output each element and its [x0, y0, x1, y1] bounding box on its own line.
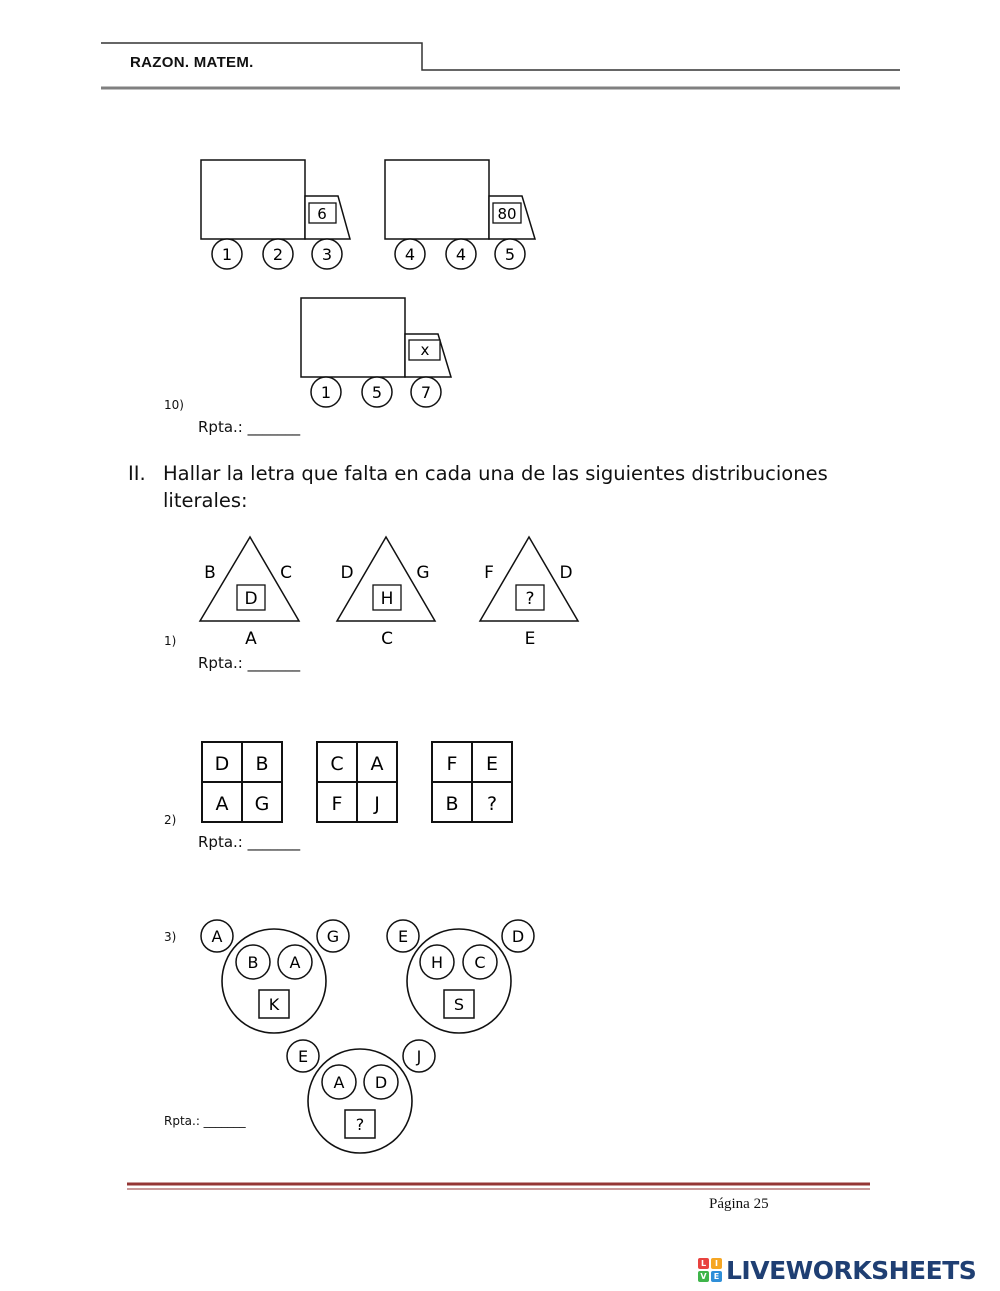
grid-1-cell-2: B: [255, 753, 269, 775]
grid-1: [202, 742, 282, 822]
liveworksheets-brand-text: LIVEWORKSHEETS: [726, 1255, 977, 1285]
problem-3-number: 3): [164, 930, 177, 944]
section-2-instructions: [128, 460, 868, 514]
truck-1-wheel-3: 3: [321, 245, 333, 264]
truck-1-wheel-1: 1: [221, 245, 233, 264]
truck-2-cab-value: 80: [497, 205, 517, 223]
face-1-box: K: [268, 995, 280, 1014]
liveworksheets-logo[interactable]: [698, 1253, 976, 1287]
triangle-2-bottom: C: [381, 629, 393, 649]
face-2-eye-left: H: [430, 953, 444, 972]
mark-letter-3: V: [698, 1271, 709, 1282]
triangle-2: [337, 537, 435, 649]
truck-2-wheel-3: 5: [504, 245, 516, 264]
grid-2-cell-4: J: [374, 793, 380, 815]
truck-2-wheel-1: 4: [404, 245, 416, 264]
triangle-1-bottom: A: [245, 629, 257, 649]
liveworksheets-mark-icon: [698, 1258, 722, 1282]
grid-2-cell-3: F: [331, 793, 343, 815]
grid-3: [432, 742, 512, 822]
triangle-3-right: D: [559, 563, 573, 583]
page-number: Página 25: [709, 1196, 769, 1212]
section-2-numeral: II.: [128, 462, 146, 485]
truck-3-cab-value: x: [420, 341, 430, 359]
triangle-3-center: ?: [525, 589, 535, 609]
header-title: RAZON. MATEM.: [130, 54, 254, 71]
mark-letter-4: E: [711, 1271, 722, 1282]
problem-2-number: 2): [164, 813, 177, 827]
triangle-3: [480, 537, 578, 649]
grid-2: [317, 742, 397, 822]
face-3: [287, 1040, 435, 1153]
truck-1-wheel-2: 2: [272, 245, 284, 264]
triangle-1: [200, 537, 299, 649]
header-rule: [0, 0, 1000, 100]
face-1-eye-right: A: [289, 953, 301, 972]
grid-2-cell-2: A: [370, 753, 384, 775]
face-3-eye-right: D: [374, 1073, 388, 1092]
face-1-eye-left: B: [247, 953, 259, 972]
section-2-text-line1: Hallar la letra que falta en cada una de las siguientes distribuciones: [163, 462, 828, 485]
problem-1-number: 1): [164, 634, 177, 648]
face-1-ear-left: A: [211, 927, 223, 946]
face-1-ear-right: G: [326, 927, 340, 946]
triangle-2-right: G: [416, 563, 430, 583]
mark-letter-2: I: [711, 1258, 722, 1269]
face-2: [387, 920, 534, 1033]
grid-3-cell-1: F: [446, 753, 458, 775]
grid-2-cell-1: C: [330, 753, 344, 775]
grid-3-cell-4: ?: [486, 793, 498, 815]
triangle-1-right: C: [280, 563, 292, 583]
truck-3-wheel-1: 1: [320, 383, 332, 402]
grid-1-cell-1: D: [214, 753, 230, 775]
faces-figure: [0, 905, 700, 1155]
truck-2: [385, 160, 535, 269]
truck-1-cab-value: 6: [317, 205, 327, 223]
face-2-box: S: [453, 995, 465, 1014]
grid-1-cell-4: G: [254, 793, 270, 815]
problem-10-number: 10): [164, 398, 184, 412]
face-2-ear-right: D: [511, 927, 525, 946]
truck-3-wheel-3: 7: [420, 383, 432, 402]
triangle-2-left: D: [340, 563, 354, 583]
grid-3-cell-2: E: [485, 753, 499, 775]
section-2-text-line2: literales:: [163, 489, 248, 512]
grid-3-cell-3: B: [445, 793, 459, 815]
problem-1-answer: Rpta.: _______: [198, 654, 301, 672]
truck-3: [301, 298, 451, 407]
grids-figure: [0, 735, 700, 830]
triangle-1-left: B: [204, 563, 216, 583]
triangle-1-center: D: [244, 589, 258, 609]
footer-rule: [0, 1180, 1000, 1194]
triangle-3-bottom: E: [524, 629, 536, 649]
problem-3-answer: Rpta.: _______: [164, 1114, 246, 1128]
face-1: [201, 920, 349, 1033]
problem-10-answer: Rpta.: _______: [198, 418, 301, 436]
face-2-ear-left: E: [397, 927, 409, 946]
triangle-2-center: H: [380, 589, 394, 609]
face-2-eye-right: C: [474, 953, 486, 972]
face-3-ear-right: J: [416, 1047, 422, 1066]
triangle-3-left: F: [484, 563, 494, 583]
truck-1: [201, 160, 350, 269]
face-3-eye-left: A: [333, 1073, 345, 1092]
problem-2-answer: Rpta.: _______: [198, 833, 301, 851]
face-3-ear-left: E: [297, 1047, 309, 1066]
truck-2-wheel-2: 4: [455, 245, 467, 264]
mark-letter-1: L: [698, 1258, 709, 1269]
truck-3-wheel-2: 5: [371, 383, 383, 402]
triangles-figure: [0, 530, 700, 655]
trucks-figure: [0, 140, 700, 420]
face-3-box: ?: [355, 1115, 365, 1134]
grid-1-cell-3: A: [215, 793, 229, 815]
